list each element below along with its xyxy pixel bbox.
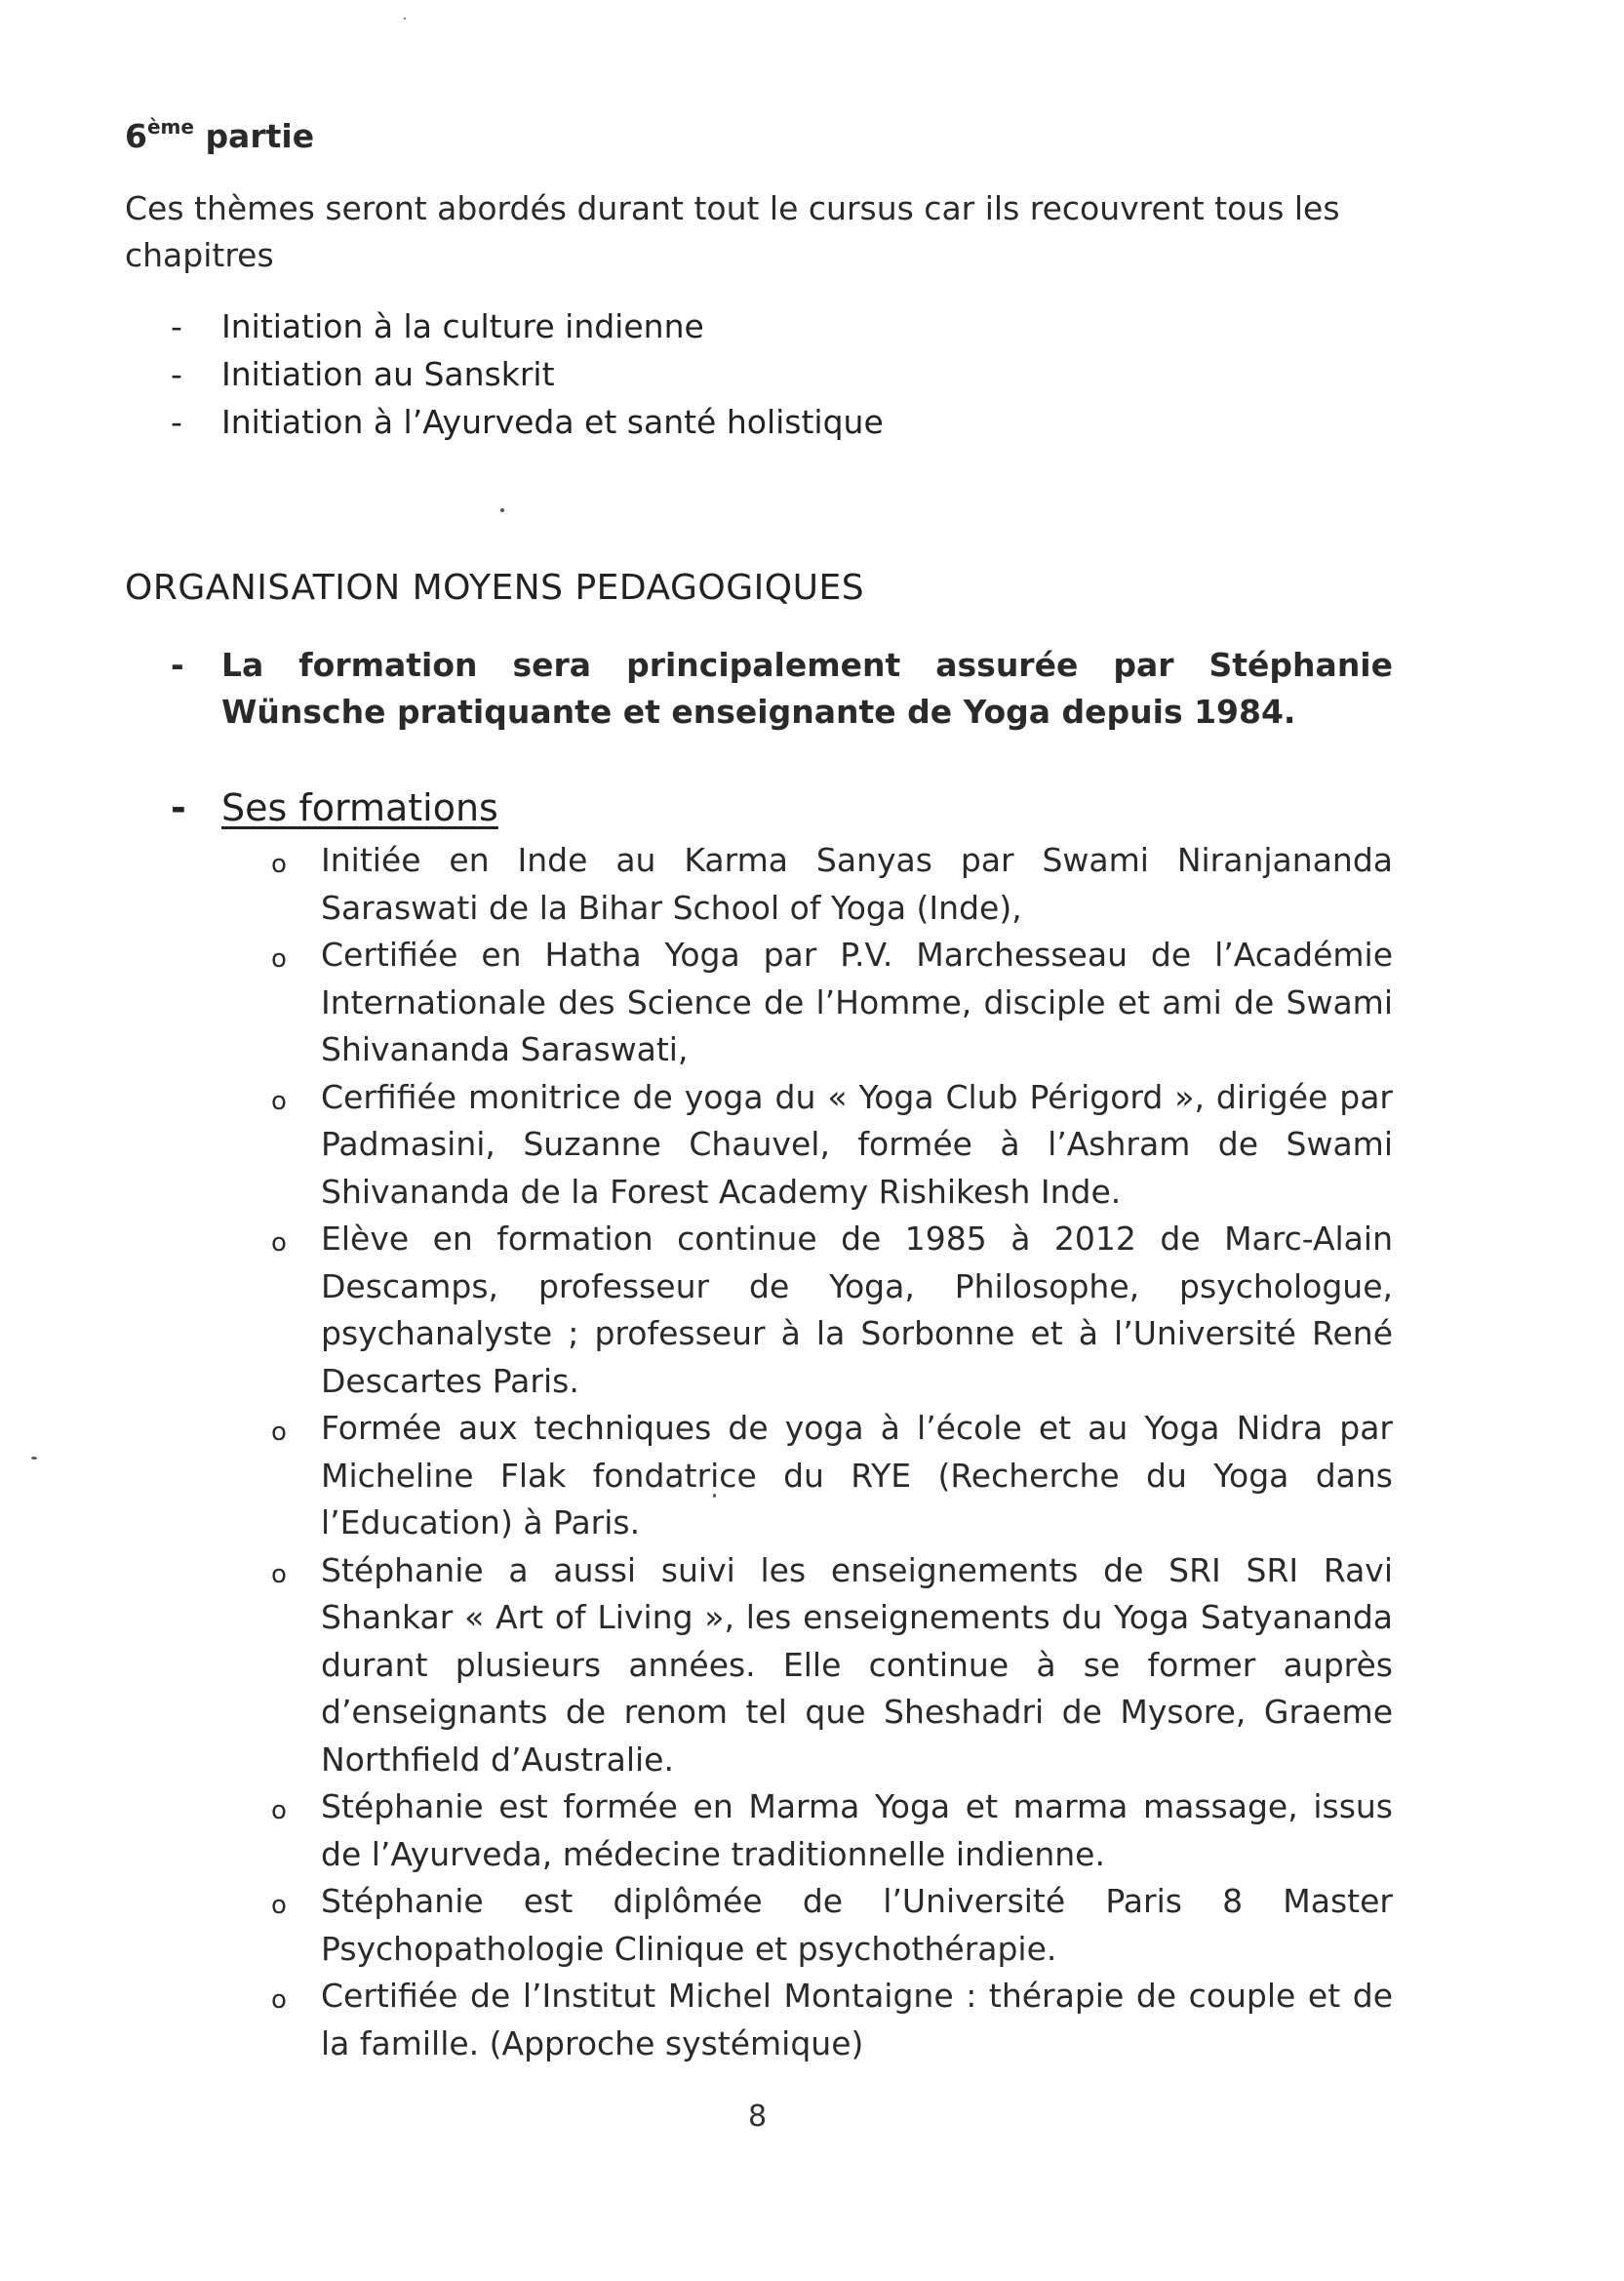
circle-bullet-icon: o bbox=[271, 944, 287, 974]
list-item-text: Stéphanie est formée en Marma Yoga et marma massage, issus de l’Ayurveda, médecine traditionnelle indienne. bbox=[321, 1787, 1393, 1873]
dash-marker: - bbox=[171, 403, 182, 441]
list-item bbox=[268, 1973, 1393, 2067]
circle-bullet-icon: o bbox=[271, 1418, 287, 1447]
formations-list bbox=[268, 837, 1393, 2067]
list-item-text: Stéphanie a aussi suivi les enseignements de SRI SRI Ravi Shankar « Art of Living », les enseignements du Yoga Satyananda durant plusieurs années. Elle continue à se former auprès d’enseignants de renom tel que Sheshadri de Mysore, Graeme Northfield d’Australie. bbox=[321, 1550, 1393, 1779]
organisation-item-text: La formation sera principalement assurée par Stéphanie Wünsche pratiquante et enseignante de Yoga depuis 1984. bbox=[221, 646, 1393, 731]
list-item bbox=[268, 932, 1393, 1074]
list-item bbox=[171, 350, 884, 398]
list-item-text: Stéphanie est diplômée de l’Université Paris 8 Master Psychopathologie Clinique et psychothérapie. bbox=[321, 1882, 1393, 1968]
list-item-text: Initiation à l’Ayurveda et santé holistique bbox=[221, 403, 884, 441]
list-item-text: Certifiée en Hatha Yoga par P.V. Marchesseau de l’Académie Internationale des Science de l’Homme, disciple et ami de Swami Shivananda Saraswati, bbox=[321, 936, 1393, 1068]
list-item-text: Initiation à la culture indienne bbox=[221, 307, 704, 345]
themes-list bbox=[171, 302, 884, 446]
circle-bullet-icon: o bbox=[271, 850, 287, 879]
circle-bullet-icon: o bbox=[271, 1985, 287, 2015]
part-word: partie bbox=[205, 117, 315, 155]
list-item-text: Elève en formation continue de 1985 à 2012 de Marc-Alain Descamps, professeur de Yoga, Philosophe, psychologue, psychanalyste ; professeur à la Sorbonne et à l’Université René Descartes Paris. bbox=[321, 1220, 1393, 1400]
list-item bbox=[268, 1405, 1393, 1547]
section-heading: ORGANISATION MOYENS PEDAGOGIQUES bbox=[125, 568, 865, 608]
circle-bullet-icon: o bbox=[271, 1559, 287, 1589]
list-item bbox=[171, 398, 884, 446]
list-item bbox=[171, 302, 884, 350]
scan-speck bbox=[500, 508, 504, 512]
circle-bullet-icon: o bbox=[271, 1228, 287, 1258]
formations-heading-label: Ses formations bbox=[221, 786, 498, 829]
dash-marker: - bbox=[171, 307, 182, 345]
dash-marker: - bbox=[171, 355, 182, 393]
list-item-text: Cerfifiée monitrice de yoga du « Yoga Club Périgord », dirigée par Padmasini, Suzanne Chauvel, formée à l’Ashram de Swami Shivananda de la Forest Academy Rishikesh Inde. bbox=[321, 1077, 1393, 1211]
scan-speck bbox=[404, 18, 406, 20]
formations-heading bbox=[171, 786, 498, 829]
list-item bbox=[268, 1216, 1393, 1405]
organisation-item bbox=[171, 642, 1393, 736]
list-item-text: Certifiée de l’Institut Michel Montaigne : thérapie de couple et de la famille. (Approche systémique) bbox=[321, 1977, 1393, 2062]
list-item bbox=[268, 1783, 1393, 1878]
part-title bbox=[125, 115, 314, 155]
part-superscript: ème bbox=[146, 115, 194, 139]
dash-marker: - bbox=[171, 786, 186, 829]
part-number: 6 bbox=[125, 117, 147, 155]
dash-marker: - bbox=[171, 646, 184, 684]
scan-speck bbox=[713, 1494, 716, 1498]
intro-paragraph: Ces thèmes seront abordés durant tout le cursus car ils recouvrent tous les chapitres bbox=[125, 189, 1340, 274]
list-item bbox=[268, 1878, 1393, 1973]
scan-speck bbox=[31, 1457, 37, 1460]
list-item-text: Initiation au Sanskrit bbox=[221, 355, 555, 393]
page-number: 8 bbox=[748, 2100, 768, 2134]
circle-bullet-icon: o bbox=[271, 1891, 287, 1920]
circle-bullet-icon: o bbox=[271, 1796, 287, 1825]
circle-bullet-icon: o bbox=[271, 1086, 287, 1116]
list-item bbox=[268, 1074, 1393, 1217]
list-item bbox=[268, 837, 1393, 932]
list-item-text: Formée aux techniques de yoga à l’école et au Yoga Nidra par Micheline Flak fondatrice du RYE (Recherche du Yoga dans l’Education) à Paris. bbox=[321, 1409, 1393, 1541]
list-item bbox=[268, 1547, 1393, 1784]
list-item-text: Initiée en Inde au Karma Sanyas par Swami Niranjananda Saraswati de la Bihar School of Yoga (Inde), bbox=[321, 841, 1393, 927]
